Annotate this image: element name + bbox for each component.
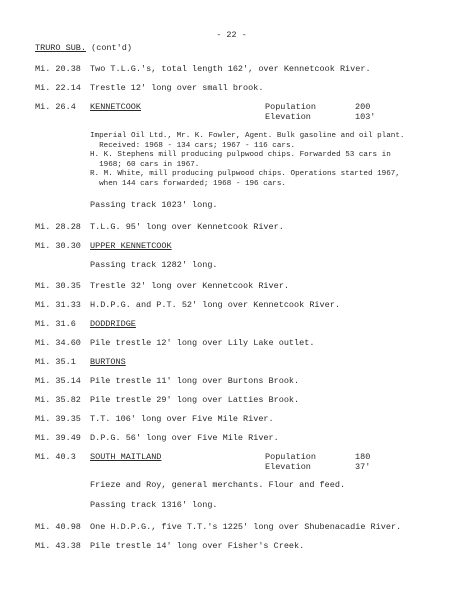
note-line: R. M. White, mill producing pulpwood chips. Operations started 1967, <box>90 170 400 178</box>
station-name: DODDRIDGE <box>90 319 136 329</box>
elevation-value: 37' <box>355 462 371 472</box>
entry-text: Trestle 12' long over small brook. <box>90 83 264 93</box>
milepost: Mi. 31.33 <box>35 300 81 310</box>
station-name: KENNETCOOK <box>90 102 142 112</box>
milepost: Mi. 39.35 <box>35 414 81 424</box>
merchants-note: Frieze and Roy, general merchants. Flour and feed. <box>90 480 346 490</box>
entry-mi-40-98 <box>35 522 455 532</box>
subdivision-title: TRURO SUB. <box>35 43 87 53</box>
entry-mi-26-4 <box>35 102 455 112</box>
elevation-value: 103' <box>355 112 376 122</box>
station-name: UPPER KENNETCOOK <box>90 241 172 251</box>
entry-mi-31-6 <box>35 319 455 329</box>
milepost: Mi. 20.38 <box>35 64 81 74</box>
subdivision-suffix: (cont'd) <box>91 43 132 53</box>
entry-text: H.D.P.G. and P.T. 52' long over Kennetcook River. <box>90 300 340 310</box>
entry-mi-35-1 <box>35 357 455 367</box>
note-line: 1968; 60 cars in 1967. <box>90 160 200 169</box>
entry-mi-40-3 <box>35 452 455 462</box>
entry-mi-30-30 <box>35 241 455 251</box>
entry-text: T.T. 106' long over Five Mile River. <box>90 414 274 424</box>
entry-text: D.P.G. 56' long over Five Mile River. <box>90 433 279 443</box>
passing-track-note: Passing track 1316' long. <box>90 500 218 510</box>
entry-mi-28-28 <box>35 222 455 232</box>
entry-mi-39-35 <box>35 414 455 424</box>
entry-mi-34-60 <box>35 338 455 348</box>
elevation-label: Elevation <box>265 462 311 472</box>
entry-mi-31-33 <box>35 300 455 310</box>
milepost: Mi. 40.3 <box>35 452 76 462</box>
entry-text: Trestle 32' long over Kennetcook River. <box>90 281 289 291</box>
population-value: 180 <box>355 452 371 462</box>
note-line: H. K. Stephens mill producing pulpwood chips. Forwarded 53 cars in <box>90 151 391 159</box>
station-name: SOUTH MAITLAND <box>90 452 162 462</box>
entry-text: Pile trestle 29' long over Latties Brook. <box>90 395 300 405</box>
entry-text: Pile trestle 12' long over Lily Lake outlet. <box>90 338 315 348</box>
population-value: 200 <box>355 102 371 112</box>
milepost: Mi. 40.98 <box>35 522 81 532</box>
entry-mi-39-49 <box>35 433 455 443</box>
milepost: Mi. 35.1 <box>35 357 76 367</box>
entry-mi-43-38 <box>35 541 455 551</box>
entry-mi-35-82 <box>35 395 455 405</box>
entry-text: Pile trestle 14' long over Fisher's Creek. <box>90 541 305 551</box>
note-line: Imperial Oil Ltd., Mr. K. Fowler, Agent. Bulk gasoline and oil plant. <box>90 132 405 140</box>
station-name: BURTONS <box>90 357 126 367</box>
entry-mi-35-14 <box>35 376 455 386</box>
passing-track-note: Passing track 1282' long. <box>90 260 218 270</box>
entry-text: Two T.L.G.'s, total length 162', over Kennetcook River. <box>90 64 371 74</box>
milepost: Mi. 22.14 <box>35 83 81 93</box>
entry-text: Pile trestle 11' long over Burtons Brook. <box>90 376 300 386</box>
milepost: Mi. 31.6 <box>35 319 76 329</box>
note-line: when 144 cars forwarded; 1968 - 196 cars. <box>90 179 286 188</box>
kennetcook-notes <box>90 132 404 189</box>
milepost: Mi. 43.38 <box>35 541 81 551</box>
milepost: Mi. 39.49 <box>35 433 81 443</box>
milepost: Mi. 35.14 <box>35 376 81 386</box>
entry-text: T.L.G. 95' long over Kennetcook River. <box>90 222 284 232</box>
subdivision-heading <box>35 43 132 53</box>
population-label: Population <box>265 102 317 112</box>
milepost: Mi. 34.60 <box>35 338 81 348</box>
entry-mi-20-38 <box>35 64 455 74</box>
milepost: Mi. 26.4 <box>35 102 76 112</box>
milepost: Mi. 28.28 <box>35 222 81 232</box>
milepost: Mi. 30.35 <box>35 281 81 291</box>
population-label: Population <box>265 452 317 462</box>
note-line: Received: 1968 - 134 cars; 1967 - 116 cars. <box>90 141 296 150</box>
entry-mi-30-35 <box>35 281 455 291</box>
entry-text: One H.D.P.G., five T.T.'s 1225' long over Shubenacadie River. <box>90 522 402 532</box>
milepost: Mi. 35.82 <box>35 395 81 405</box>
elevation-label: Elevation <box>265 112 311 122</box>
passing-track-note: Passing track 1023' long. <box>90 200 218 210</box>
milepost: Mi. 30.30 <box>35 241 81 251</box>
entry-mi-22-14 <box>35 83 455 93</box>
page-number: - 22 - <box>216 30 247 40</box>
